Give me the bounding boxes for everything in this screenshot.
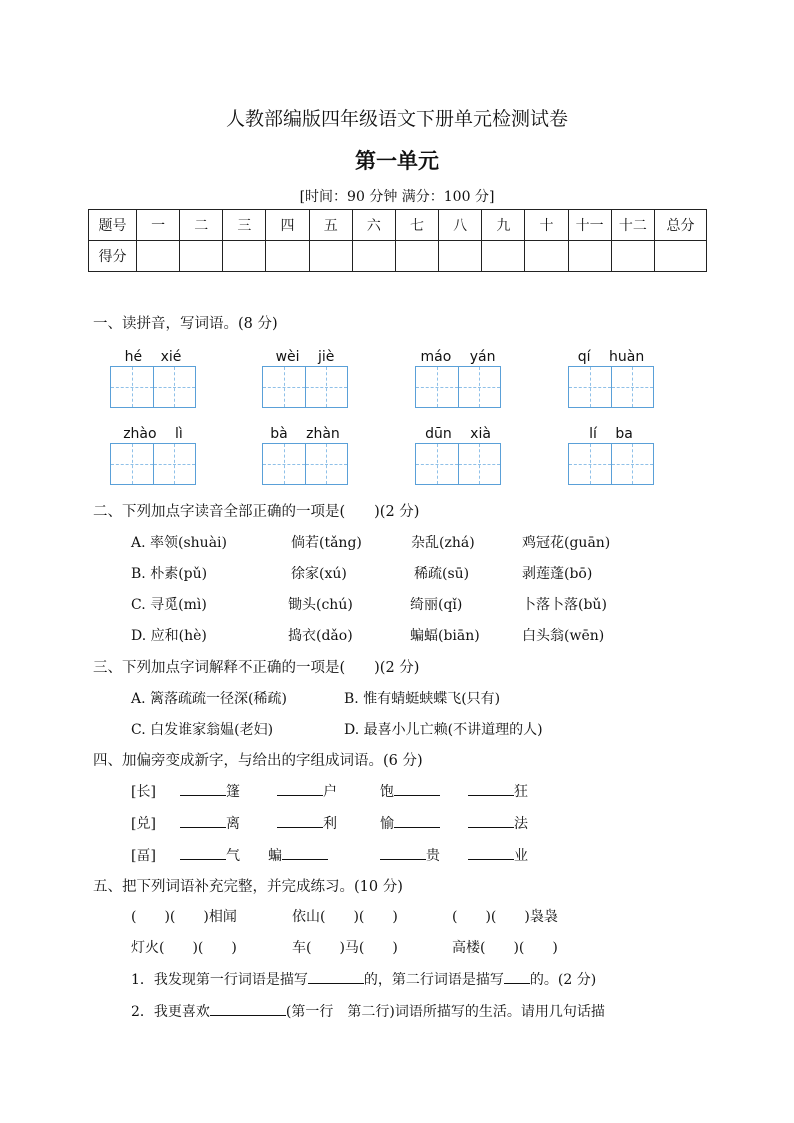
score-header-cell: 一 [137,210,180,241]
answer-blank[interactable] [210,1001,286,1016]
q5-sub2: 2．我更喜欢 (第一行 第二行)词语所描写的生活。请用几句话描 [131,1001,605,1021]
q3-option[interactable]: C. 白发谁家翁媪(老妇) [131,722,274,738]
score-cell[interactable] [223,241,266,272]
q5-sub1: 1．我发现第一行词语是描写 的，第二行词语是描写 的。(2 分) [131,969,596,989]
q4-item[interactable]: 户 [277,781,337,801]
score-header-cell: 四 [266,210,309,241]
q4-item[interactable]: 蝙 [268,845,328,865]
unit-title: 第一单元 [355,148,439,173]
score-cell[interactable] [137,241,180,272]
writing-grid[interactable] [415,366,501,408]
q2-option-word: 绮丽(qǐ) [410,597,463,613]
score-header-cell: 题号 [89,210,137,241]
q5-idiom[interactable]: ( )( )相闻 [131,909,237,925]
q3-option[interactable]: A. 篱落疏疏一径深(稀疏) [131,691,287,707]
q2-option-word: 卜落卜落(bǔ) [522,597,607,613]
pinyin-label: qí huàn [577,349,645,365]
score-header-cell: 十 [525,210,568,241]
pinyin-label: zhào lì [123,426,183,442]
score-cell[interactable] [180,241,223,272]
q4-root: [长] [131,784,156,800]
q5-idiom[interactable]: 车( )马( ) [292,940,398,956]
answer-blank[interactable] [308,969,364,984]
q4-item[interactable]: 饱 [380,781,440,801]
score-cell[interactable] [352,241,395,272]
q4-root: [兑] [131,816,156,832]
pinyin-label: máo yán [420,349,496,365]
q4-item[interactable]: 篷 [180,781,240,801]
score-header-cell: 九 [482,210,525,241]
score-cell[interactable] [655,241,707,272]
q4-item[interactable]: 气 [180,845,240,865]
q2-option-word: 蝙蝠(biān) [410,628,480,644]
q2-option-word: 锄头(chú) [288,597,353,613]
q4-item[interactable]: 业 [468,845,528,865]
score-table-score-row [89,241,707,272]
q2-option[interactable]: B. 朴素(pǔ) [131,566,208,582]
q5-idiom[interactable]: ( )( )袅袅 [452,909,558,925]
answer-blank[interactable] [504,969,530,984]
q1-prompt: 一、读拼音，写词语。(8 分) [93,316,278,332]
score-header-cell: 七 [395,210,438,241]
pinyin-label: dūn xià [425,426,491,442]
q5-prompt: 五、把下列词语补充完整，并完成练习。(10 分) [93,879,403,895]
score-cell[interactable] [439,241,482,272]
score-cell[interactable] [611,241,654,272]
score-row-label: 得分 [89,241,137,272]
q4-item[interactable]: 愉 [380,813,440,833]
score-cell[interactable] [525,241,568,272]
score-cell[interactable] [568,241,611,272]
writing-grid[interactable] [262,443,348,485]
q4-prompt: 四、加偏旁变成新字，与给出的字组成词语。(6 分) [93,753,423,769]
q4-item[interactable]: 贵 [380,845,440,865]
q2-option[interactable]: D. 应和(hè) [131,628,207,644]
score-header-cell: 五 [309,210,352,241]
q5-idiom[interactable]: 依山( )( ) [292,909,398,925]
q2-option-word: 剥莲蓬(bō) [522,566,593,582]
score-table [88,209,707,272]
q4-root: [畐] [131,848,156,864]
score-cell[interactable] [266,241,309,272]
score-header-cell: 总分 [655,210,707,241]
exam-meta: [时间：90 分钟 满分：100 分] [299,189,495,205]
q2-option-word: 白头翁(wēn) [522,628,605,644]
q4-item[interactable]: 离 [180,813,240,833]
q5-idiom[interactable]: 高楼( )( ) [452,940,558,956]
q2-option[interactable]: A. 率领(shuài) [131,535,227,551]
q2-option-word: 稀疏(sū) [414,566,470,582]
q4-item[interactable]: 狂 [468,781,528,801]
q3-option[interactable]: B. 惟有蜻蜓蛱蝶飞(只有) [344,691,501,707]
q3-option[interactable]: D. 最喜小儿亡赖(不讲道理的人) [344,722,543,738]
q4-item[interactable]: 利 [277,813,337,833]
exam-title: 人教部编版四年级语文下册单元检测试卷 [225,108,568,130]
pinyin-label: bà zhàn [270,426,340,442]
score-header-cell: 八 [439,210,482,241]
score-header-cell: 二 [180,210,223,241]
score-header-cell: 六 [352,210,395,241]
q2-option[interactable]: C. 寻觅(mì) [131,597,207,613]
score-header-cell: 十二 [611,210,654,241]
pinyin-label: wèi jiè [275,349,335,365]
pinyin-label: lí ba [589,426,633,442]
q2-option-word: 鸡冠花(guān) [522,535,611,551]
writing-grid[interactable] [110,443,196,485]
score-cell[interactable] [309,241,352,272]
score-cell[interactable] [395,241,438,272]
q2-prompt: 二、下列加点字读音全部正确的一项是( )(2 分) [93,504,420,520]
q5-idiom[interactable]: 灯火( )( ) [131,940,237,956]
q3-prompt: 三、下列加点字词解释不正确的一项是( )(2 分) [93,660,420,676]
q4-item[interactable]: 法 [468,813,528,833]
writing-grid[interactable] [568,443,654,485]
writing-grid[interactable] [568,366,654,408]
q2-option-word: 杂乱(zhá) [411,535,475,551]
score-header-cell: 十一 [568,210,611,241]
score-cell[interactable] [482,241,525,272]
writing-grid[interactable] [110,366,196,408]
score-table-header-row [89,210,707,241]
q2-option-word: 徐家(xú) [291,566,347,582]
writing-grid[interactable] [262,366,348,408]
q2-option-word: 倘若(tǎng) [291,535,362,551]
pinyin-label: hé xié [124,349,182,365]
q2-option-word: 捣衣(dǎo) [288,628,353,644]
score-header-cell: 三 [223,210,266,241]
writing-grid[interactable] [415,443,501,485]
